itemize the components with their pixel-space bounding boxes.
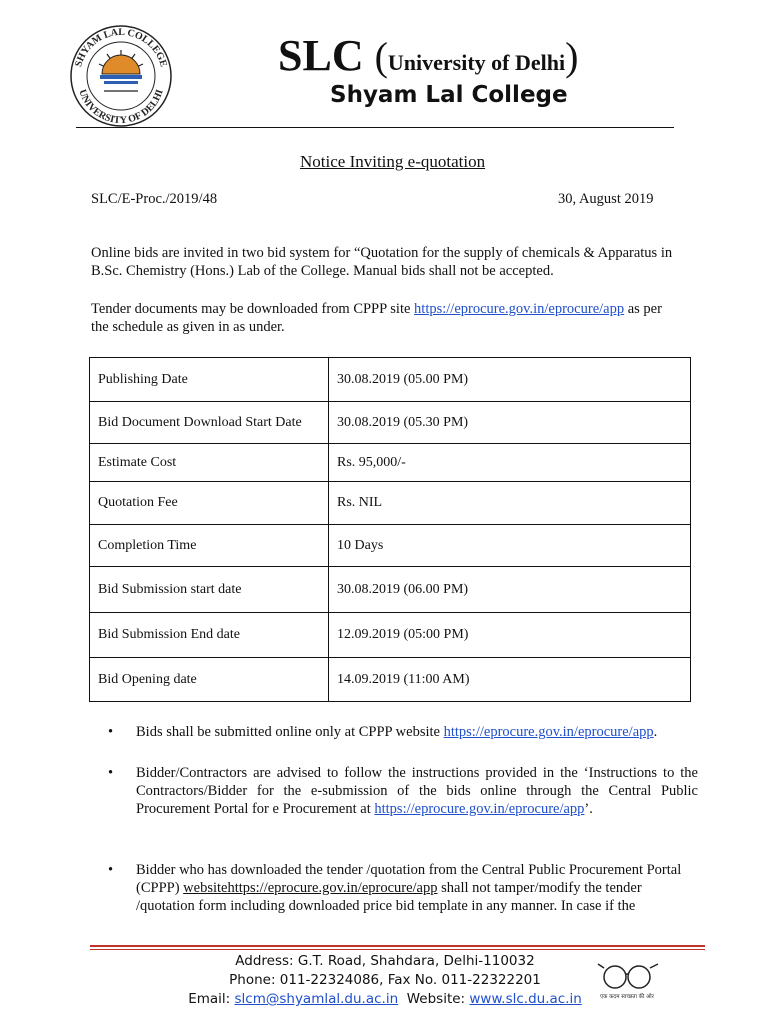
table-row bbox=[90, 402, 691, 444]
footer-contact: Email: slcm@shyamlal.du.ac.in Website: www.slc.du.ac.in bbox=[188, 991, 582, 1007]
schedule-value: Rs. NIL bbox=[329, 482, 691, 525]
bullet-icon: • bbox=[108, 862, 114, 878]
notice-title: Notice Inviting e-quotation bbox=[300, 152, 486, 171]
schedule-label: Bid Document Download Start Date bbox=[90, 402, 329, 444]
schedule-label: Publishing Date bbox=[90, 358, 329, 402]
table-row bbox=[90, 444, 691, 482]
cppp-link[interactable]: https://eprocure.gov.in/eprocure/app bbox=[443, 724, 654, 740]
schedule-label: Bid Submission End date bbox=[90, 613, 329, 658]
header-divider bbox=[76, 127, 674, 128]
website-link[interactable]: www.slc.du.ac.in bbox=[469, 991, 582, 1007]
cppp-link[interactable]: https://eprocure.gov.in/eprocure/app bbox=[414, 301, 625, 317]
table-row bbox=[90, 525, 691, 567]
college-name: Shyam Lal College bbox=[330, 82, 568, 108]
schedule-value: 30.08.2019 (06.00 PM) bbox=[329, 567, 691, 613]
cppp-website-text[interactable]: websitehttps://eprocure.gov.in/eprocure/app bbox=[183, 880, 438, 896]
table-row bbox=[90, 613, 691, 658]
schedule-value: 30.08.2019 (05.00 PM) bbox=[329, 358, 691, 402]
table-row bbox=[90, 482, 691, 525]
notice-date: 30, August 2019 bbox=[558, 191, 654, 207]
schedule-label: Bid Submission start date bbox=[90, 567, 329, 613]
swachh-bharat-logo bbox=[592, 962, 682, 1002]
schedule-value: 12.09.2019 (05:00 PM) bbox=[329, 613, 691, 658]
email-link[interactable]: slcm@shyamlal.du.ac.in bbox=[234, 991, 399, 1007]
schedule-label: Quotation Fee bbox=[90, 482, 329, 525]
table-row bbox=[90, 358, 691, 402]
institution-title: SLC (University of Delhi) bbox=[278, 31, 579, 80]
footer-divider-thin bbox=[90, 949, 705, 950]
schedule-value: 14.09.2019 (11:00 AM) bbox=[329, 658, 691, 702]
intro-paragraph: Online bids are invited in two bid system for “Quotation for the supply of chemicals & Apparatus in B.Sc. Chemistry (Hons.) Lab of the College. Manual bids shall not be accepted. bbox=[91, 245, 673, 279]
svg-text:UNIVERSITY OF DELHI: UNIVERSITY OF DELHI bbox=[76, 88, 166, 127]
schedule-label: Completion Time bbox=[90, 525, 329, 567]
download-paragraph: Tender documents may be downloaded from CPPP site https://eprocure.gov.in/eprocure/app as per the schedule as given in as under. bbox=[91, 301, 662, 335]
reference-number: SLC/E-Proc./2019/48 bbox=[91, 191, 218, 207]
schedule-label: Bid Opening date bbox=[90, 658, 329, 702]
bullet-icon: • bbox=[108, 724, 114, 740]
bullet-icon: • bbox=[108, 765, 114, 781]
table-row bbox=[90, 567, 691, 613]
footer-address: Address: G.T. Road, Shahdara, Delhi-110032 bbox=[235, 953, 535, 969]
footer-phone: Phone: 011-22324086, Fax No. 011-22322201 bbox=[229, 972, 541, 988]
svg-text:एक कदम स्वच्छता की ओर: एक कदम स्वच्छता की ओर bbox=[600, 994, 654, 1000]
college-logo bbox=[62, 24, 180, 128]
cppp-link[interactable]: https://eprocure.gov.in/eprocure/app bbox=[374, 801, 585, 817]
svg-text:SHYAM LAL COLLEGE: SHYAM LAL COLLEGE bbox=[73, 26, 169, 69]
schedule-value: 10 Days bbox=[329, 525, 691, 567]
schedule-value: Rs. 95,000/- bbox=[329, 444, 691, 482]
table-row bbox=[90, 658, 691, 702]
university-name: University of Delhi bbox=[387, 50, 566, 75]
schedule-table bbox=[89, 357, 691, 702]
footer-divider bbox=[90, 945, 705, 947]
slc-abbrev: SLC bbox=[278, 31, 364, 80]
schedule-value: 30.08.2019 (05.30 PM) bbox=[329, 402, 691, 444]
schedule-label: Estimate Cost bbox=[90, 444, 329, 482]
